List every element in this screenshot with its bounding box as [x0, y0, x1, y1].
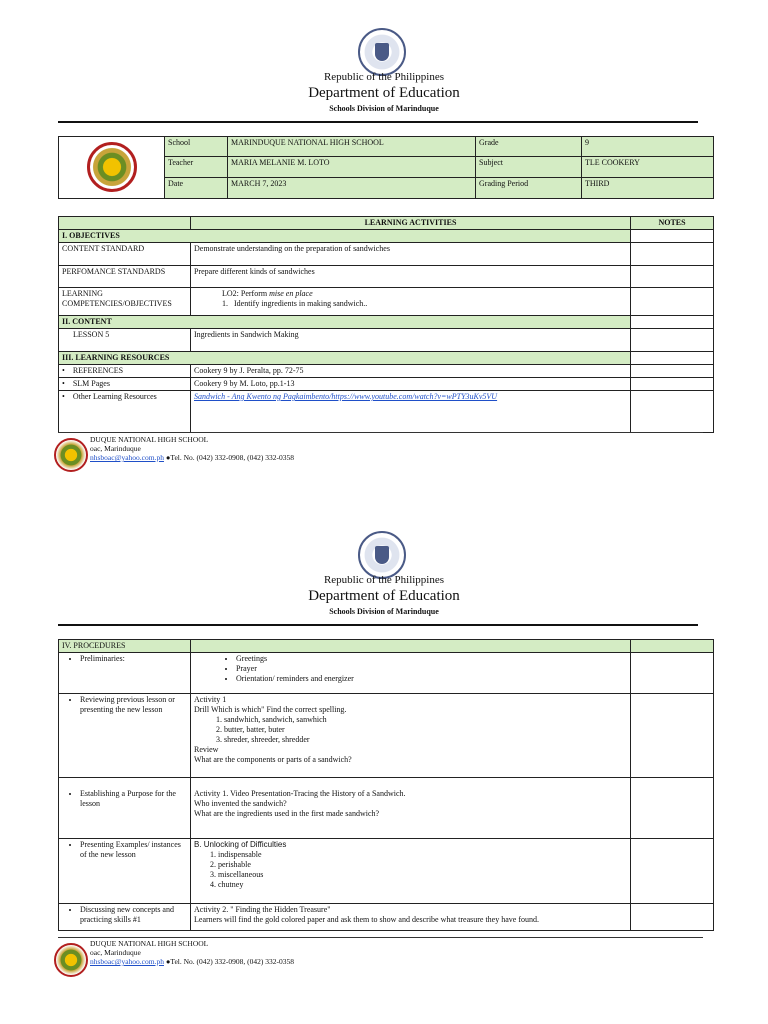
footer-text — [90, 435, 294, 462]
competencies-notes — [631, 288, 714, 316]
preliminaries-label-text: • Preliminaries: — [80, 654, 187, 664]
review-notes — [631, 694, 714, 778]
unlocking-item: 1. indispensable — [218, 850, 627, 860]
purpose-content — [191, 778, 631, 839]
competencies-label: LEARNING COMPETENCIES/OBJECTIVES — [59, 288, 191, 316]
footer-tel-2: ●Tel. No. (042) 332-0908, (042) 332-0358 — [163, 957, 295, 966]
footer-tel: ●Tel. No. (042) 332-0908, (042) 332-0358 — [163, 453, 295, 462]
review-content — [191, 694, 631, 778]
date-value: MARCH 7, 2023 — [228, 178, 476, 199]
plan-header-blank — [59, 217, 191, 230]
period-value: THIRD — [582, 178, 714, 199]
footer-school-2: DUQUE NATIONAL HIGH SCHOOL — [90, 939, 209, 948]
header-rule — [58, 121, 698, 123]
content-standard-notes — [631, 243, 714, 266]
footer-email-link[interactable]: nhsboac@yahoo.com.ph — [90, 453, 164, 462]
drill-item: 2. butter, batter, buter — [224, 725, 627, 735]
page-2 — [0, 512, 768, 1024]
procedures-table — [58, 639, 714, 931]
lo2-item-1: 1. Identify ingredients in making sandwich.. — [222, 299, 368, 308]
review: Review — [194, 745, 219, 754]
preliminaries-items — [191, 653, 631, 694]
preliminaries-label — [59, 653, 191, 694]
republic-heading-2: Republic of the Philippines — [323, 574, 445, 586]
grade-value: 9 — [582, 137, 714, 157]
slm-value: Cookery 9 by M. Loto, pp.1-13 — [191, 378, 631, 391]
discussing-notes — [631, 904, 714, 931]
content-heading: II. CONTENT — [59, 316, 631, 329]
resources-notes — [631, 352, 714, 365]
performance-standards-value: Prepare different kinds of sandwiches — [191, 266, 631, 288]
footer-address-2: oac, Marinduque — [90, 948, 141, 957]
other-resources-label: • Other Learning Resources — [59, 391, 191, 433]
other-resources-label-text: Other Learning Resources — [72, 392, 157, 401]
prelim-item: • Prayer — [236, 664, 627, 674]
lo2-item-1-text: Identify ingredients in making sandwich.. — [234, 299, 368, 308]
subject-label: Subject — [476, 157, 582, 178]
grade-label: Grade — [476, 137, 582, 157]
footer-rule — [58, 432, 703, 433]
objectives-notes — [631, 230, 714, 243]
video-link[interactable]: Sandwich - Ang Kwento ng Pagkaimbento/https://www.youtube.com/watch?v=wPTY3uKv5VU — [194, 392, 498, 401]
procedures-heading: IV. PROCEDURES — [59, 640, 191, 653]
performance-standards-notes — [631, 266, 714, 288]
plan-table — [58, 216, 714, 433]
period-label: Grading Period — [476, 178, 582, 199]
lo2-italic: mise en place — [269, 289, 313, 298]
info-table — [58, 136, 714, 199]
procedures-heading-notes — [631, 640, 714, 653]
republic-heading: Republic of the Philippines — [323, 71, 445, 83]
deped-heading-2: Department of Education — [308, 588, 460, 604]
purpose-question-2: What are the ingredients used in the first made sandwich? — [194, 809, 380, 818]
drill: Drill Which is which" Find the correct spelling. — [194, 705, 347, 714]
examples-notes — [631, 839, 714, 904]
school-logo-cell — [59, 137, 165, 199]
review-label-text: • Reviewing previous lesson or presenting the new lesson — [80, 695, 187, 715]
preliminaries-notes — [631, 653, 714, 694]
lesson-value: Ingredients in Sandwich Making — [191, 329, 631, 352]
references-label-text: REFERENCES — [72, 366, 124, 375]
activity-2: Activity 2. " Finding the Hidden Treasure" — [194, 905, 331, 914]
unlocking-item: 3. miscellaneous — [218, 870, 627, 880]
deped-seal-icon — [358, 28, 406, 76]
discussing-label-text: • Discussing new concepts and practicing skills #1 — [80, 905, 187, 925]
footer-school: DUQUE NATIONAL HIGH SCHOOL — [90, 435, 209, 444]
examples-label-text: • Presenting Examples/ instances of the new lesson — [80, 840, 187, 860]
unlocking-item: 4. chutney — [218, 880, 627, 890]
date-label: Date — [165, 178, 228, 199]
header-rule-2 — [58, 624, 698, 626]
resources-heading: III. LEARNING RESOURCES — [59, 352, 631, 365]
teacher-value: MARIA MELANIE M. LOTO — [228, 157, 476, 178]
references-value: Cookery 9 by J. Peralta, pp. 72-75 — [191, 365, 631, 378]
slm-notes — [631, 378, 714, 391]
slm-label-text: SLM Pages — [72, 379, 110, 388]
purpose-question-1: Who invented the sandwich? — [194, 799, 287, 808]
content-standard-label: CONTENT STANDARD — [59, 243, 191, 266]
references-label: • REFERENCES — [59, 365, 191, 378]
review-label — [59, 694, 191, 778]
activity-1: Activity 1 — [194, 695, 227, 704]
prelim-item: • Greetings — [236, 654, 627, 664]
examples-label — [59, 839, 191, 904]
notes-header: NOTES — [631, 217, 714, 230]
drill-item: 3. shreder, shreeder, shredder — [224, 735, 627, 745]
content-standard-value: Demonstrate understanding on the preparation of sandwiches — [191, 243, 631, 266]
teacher-label: Teacher — [165, 157, 228, 178]
references-notes — [631, 365, 714, 378]
subject-value: TLE COOKERY — [582, 157, 714, 178]
competencies-value — [191, 288, 631, 316]
purpose-notes — [631, 778, 714, 839]
school-label: School — [165, 137, 228, 157]
deped-seal-icon-2 — [358, 531, 406, 579]
discussing-content — [191, 904, 631, 931]
other-resources-notes — [631, 391, 714, 433]
drill-item: 1. sandwhich, sandwich, sanwhich — [224, 715, 627, 725]
review-question: What are the components or parts of a sandwich? — [194, 755, 352, 764]
footer-contact — [90, 453, 294, 462]
performance-standards-label: PERFOMANCE STANDARDS — [59, 266, 191, 288]
lo2-prefix: LO2: Perform — [222, 289, 270, 298]
footer-school-logo-icon-2 — [54, 943, 88, 977]
objectives-heading: I. OBJECTIVES — [59, 230, 631, 243]
school-value: MARINDUQUE NATIONAL HIGH SCHOOL — [228, 137, 476, 157]
footer-contact-2 — [90, 957, 294, 966]
footer-email-link-2[interactable]: nhsboac@yahoo.com.ph — [90, 957, 164, 966]
unlocking-heading: B. Unlocking of Difficulties — [194, 840, 287, 849]
purpose-label-text: • Establishing a Purpose for the lesson — [80, 789, 187, 809]
other-resources-value — [191, 391, 631, 433]
deped-heading: Department of Education — [308, 85, 460, 101]
procedures-heading-blank — [191, 640, 631, 653]
prelim-item: • Orientation/ reminders and energizer — [236, 674, 627, 684]
division-heading-2: Schools Division of Marinduque — [329, 607, 439, 616]
footer-text-2 — [90, 939, 294, 966]
learning-activities-header: LEARNING ACTIVITIES — [191, 217, 631, 230]
school-logo-icon — [87, 142, 137, 192]
footer-school-logo-icon — [54, 438, 88, 472]
purpose-activity: Activity 1. Video Presentation-Tracing the History of a Sandwich. — [194, 789, 406, 798]
lo2-line — [194, 289, 627, 299]
footer-rule-2 — [58, 937, 703, 938]
lesson-label: LESSON 5 — [59, 329, 191, 352]
division-heading: Schools Division of Marinduque — [329, 104, 439, 113]
discussing-label — [59, 904, 191, 931]
content-notes — [631, 316, 714, 329]
activity-2-description: Learners will find the gold colored paper and ask them to show and describe what treasure they have found. — [194, 915, 539, 924]
examples-content — [191, 839, 631, 904]
lesson-notes — [631, 329, 714, 352]
unlocking-item: 2. perishable — [218, 860, 627, 870]
slm-label: • SLM Pages — [59, 378, 191, 391]
purpose-label — [59, 778, 191, 839]
footer-address: oac, Marinduque — [90, 444, 141, 453]
